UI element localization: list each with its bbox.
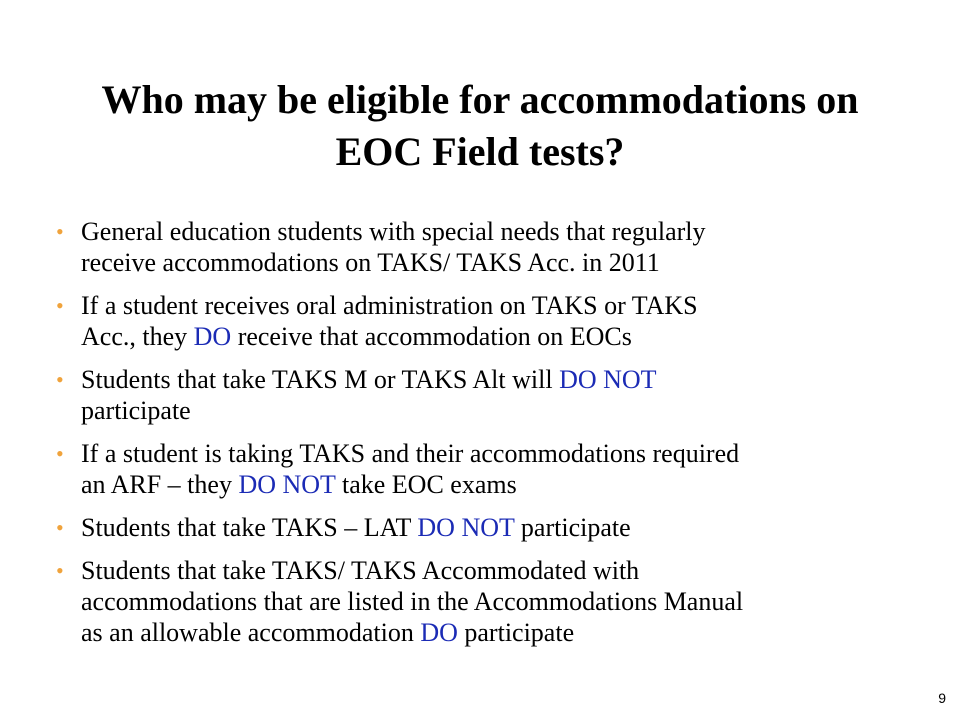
bullet-3-line-1	[81, 364, 906, 395]
bullet-6-line-2: accommodations that are listed in the Accommodations Manual	[81, 587, 744, 616]
bullet-item-2	[56, 290, 906, 352]
slide-title	[60, 74, 900, 178]
bullet-6-highlight: DO	[420, 618, 458, 647]
bullet-4-highlight: DO NOT	[238, 470, 336, 499]
bullet-2-line-2	[81, 321, 906, 352]
title-line-2: EOC Field tests?	[335, 129, 625, 174]
bullet-dot-icon: •	[56, 367, 64, 392]
page-number: 9	[938, 690, 946, 706]
bullet-3-text: Students that take TAKS M or TAKS Alt will	[81, 365, 560, 394]
title-line-1: Who may be eligible for accommodations on	[101, 77, 859, 122]
bullet-4-text: an ARF – they	[81, 470, 239, 499]
bullet-5-line-1	[81, 512, 906, 543]
bullet-5-highlight: DO NOT	[417, 513, 515, 542]
bullet-dot-icon: •	[56, 219, 64, 244]
bullet-6-line-1: Students that take TAKS/ TAKS Accommodated with	[81, 556, 640, 585]
bullet-list	[56, 216, 906, 660]
bullet-2-text: Acc., they	[81, 322, 194, 351]
bullet-item-4	[56, 438, 906, 500]
bullet-3-line-2: participate	[81, 396, 191, 425]
bullet-4-line-1: If a student is taking TAKS and their accommodations required	[81, 439, 740, 468]
bullet-item-1	[56, 216, 906, 278]
bullet-2-line-1: If a student receives oral administration on TAKS or TAKS	[81, 291, 698, 320]
bullet-3-highlight: DO NOT	[559, 365, 657, 394]
bullet-2-text-end: receive that accommodation on EOCs	[231, 322, 632, 351]
bullet-2-highlight: DO	[193, 322, 232, 351]
bullet-5-text: Students that take TAKS – LAT	[81, 513, 418, 542]
bullet-item-6	[56, 555, 906, 648]
bullet-6-line-3	[81, 617, 906, 648]
bullet-dot-icon: •	[56, 558, 64, 583]
bullet-5-text-end: participate	[514, 513, 631, 542]
bullet-dot-icon: •	[56, 515, 64, 540]
bullet-1-line-2: receive accommodations on TAKS/ TAKS Acc. in 2011	[81, 248, 660, 277]
bullet-6-text-end: participate	[457, 618, 575, 647]
bullet-dot-icon: •	[56, 441, 64, 466]
bullet-4-text-end: take EOC exams	[335, 470, 517, 499]
bullet-dot-icon: •	[56, 293, 64, 318]
bullet-4-line-2	[81, 469, 906, 500]
bullet-item-3	[56, 364, 906, 426]
bullet-6-text: as an allowable accommodation	[81, 618, 421, 647]
bullet-1-line-1: General education students with special needs that regularly	[81, 217, 706, 246]
bullet-item-5	[56, 512, 906, 543]
